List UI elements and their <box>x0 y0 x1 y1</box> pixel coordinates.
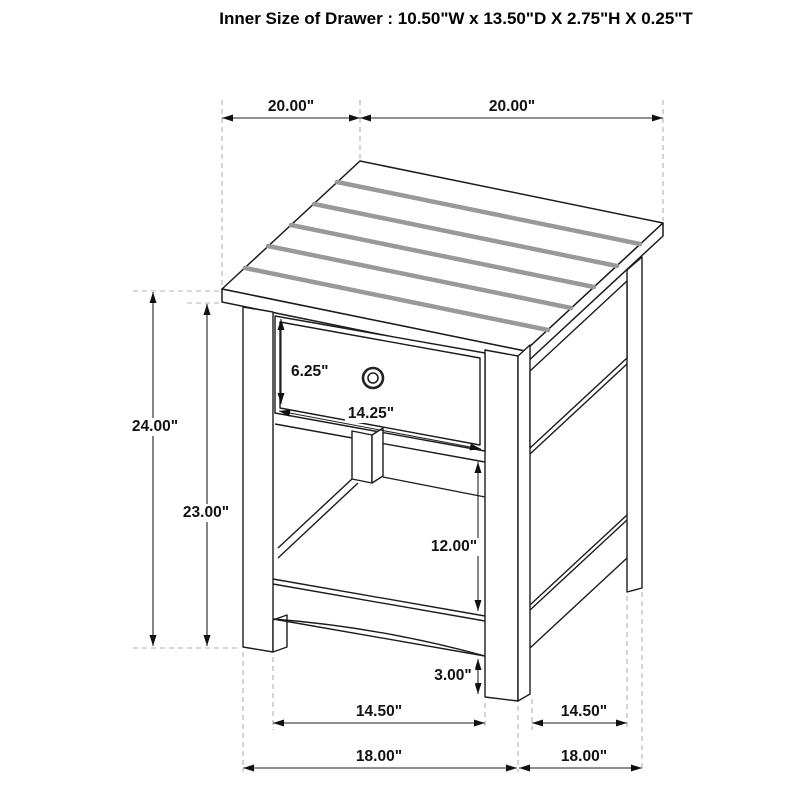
center-support-post <box>352 431 372 483</box>
back-right-leg <box>627 257 642 592</box>
table-body <box>243 307 530 701</box>
dim-front-leg-inner-span: 14.50" <box>353 703 405 721</box>
dim-drawer-front-height: 6.25" <box>288 363 332 381</box>
dim-foot-height: 3.00" <box>431 667 475 685</box>
dim-drawer-front-width: 14.25" <box>345 405 397 423</box>
dim-side-leg-inner-span: 14.50" <box>558 703 610 721</box>
drawing-title: Inner Size of Drawer : 10.50"W x 13.50"D X 2.75"H X 0.25"T <box>219 9 693 28</box>
lower-shelf <box>273 579 485 656</box>
dim-top-width-left: 20.00" <box>265 98 317 116</box>
dim-base-side-depth: 18.00" <box>558 748 610 766</box>
dim-overall-height: 24.00" <box>129 418 181 436</box>
dim-shelf-clearance: 12.00" <box>428 538 480 556</box>
dim-base-front-width: 18.00" <box>353 748 405 766</box>
front-left-leg <box>243 307 273 652</box>
dim-height-under-top: 23.00" <box>180 504 232 522</box>
front-right-leg <box>485 350 518 701</box>
dim-top-depth-right: 20.00" <box>486 98 538 116</box>
